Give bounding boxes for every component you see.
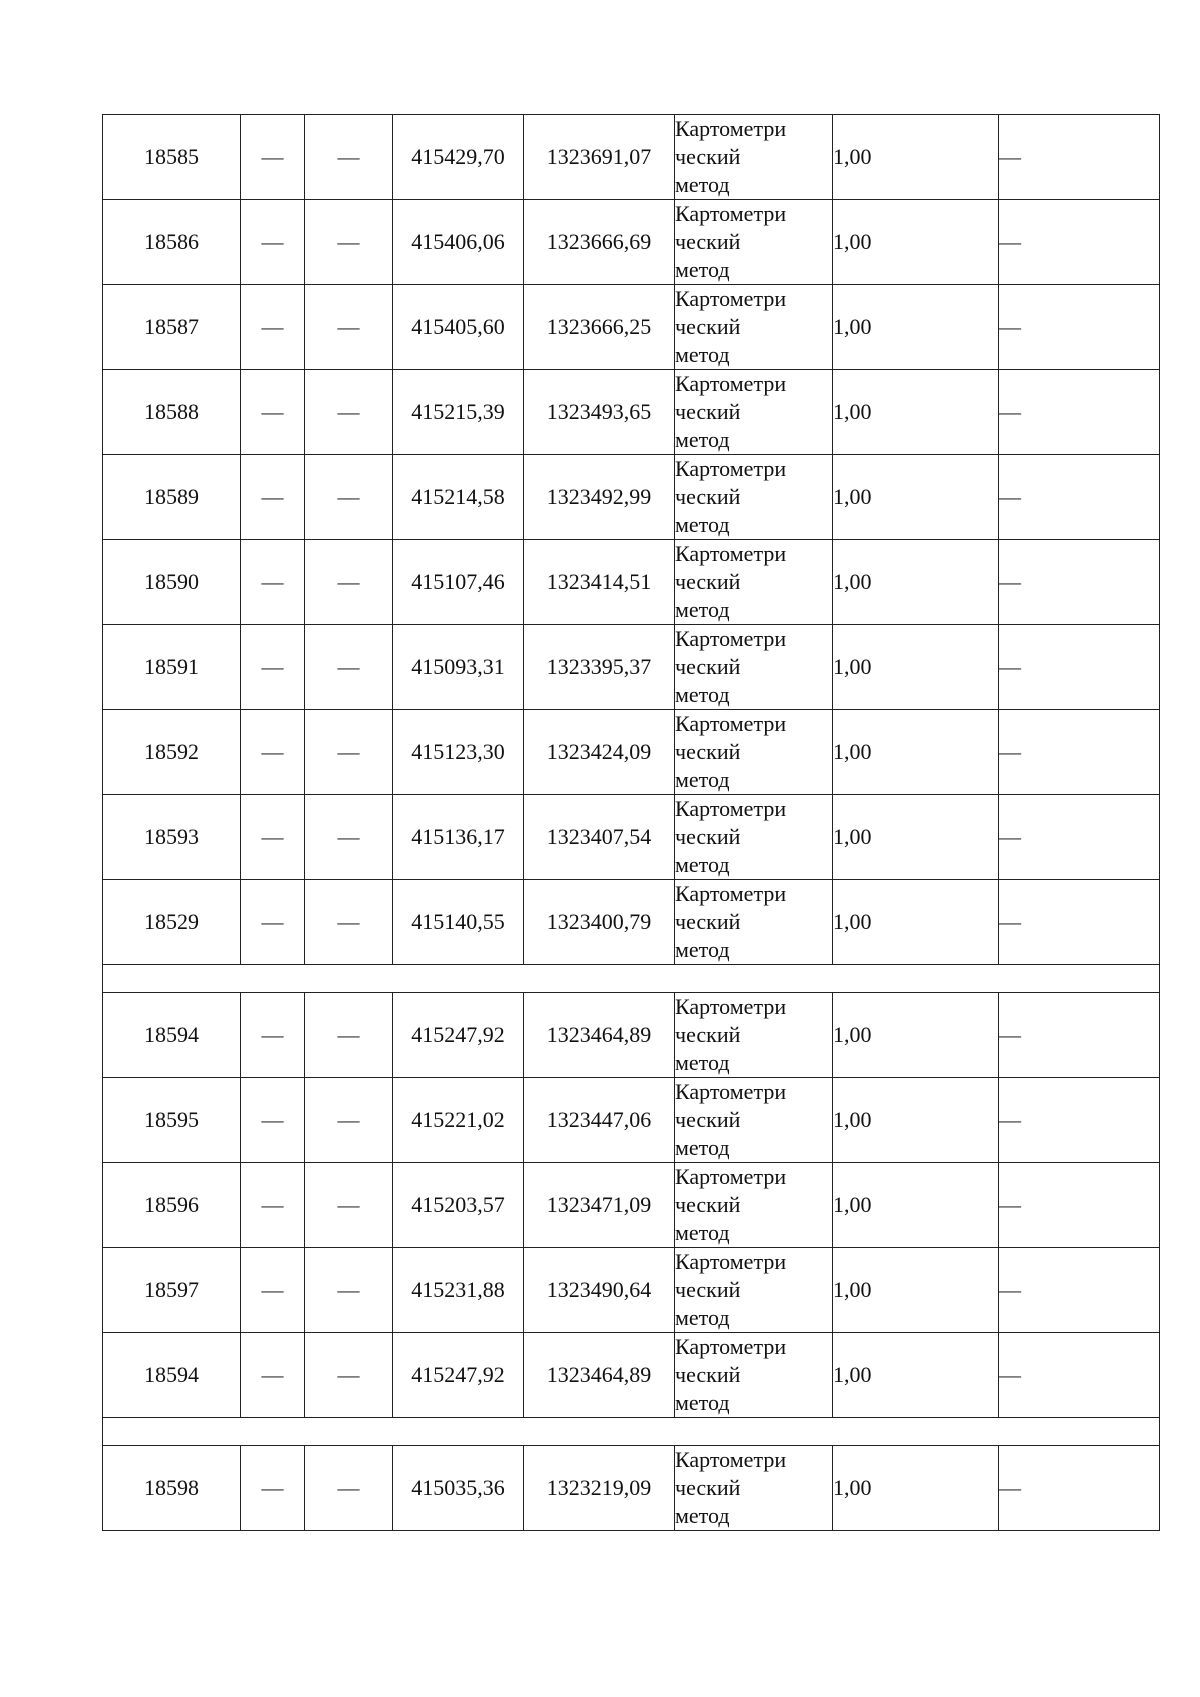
old-x-cell: — xyxy=(241,625,305,710)
precision-cell: 1,00 xyxy=(833,1333,999,1418)
y-coordinate-cell: 1323464,89 xyxy=(524,993,675,1078)
method-text-line: ческий xyxy=(675,1362,741,1387)
description-cell: — xyxy=(999,1248,1160,1333)
method-cell xyxy=(675,1333,833,1418)
table-row xyxy=(103,540,1160,625)
precision-cell: 1,00 xyxy=(833,455,999,540)
x-coordinate-cell: 415203,57 xyxy=(393,1163,524,1248)
y-coordinate-cell: 1323395,37 xyxy=(524,625,675,710)
contour-separator-row xyxy=(103,1418,1160,1446)
method-cell xyxy=(675,1163,833,1248)
y-coordinate-cell: 1323424,09 xyxy=(524,710,675,795)
method-text-line: Картометри xyxy=(675,286,787,311)
table-row xyxy=(103,625,1160,710)
x-coordinate-cell: 415093,31 xyxy=(393,625,524,710)
separator-cell xyxy=(103,965,1160,993)
precision-cell: 1,00 xyxy=(833,795,999,880)
point-number-cell: 18587 xyxy=(103,285,241,370)
description-cell: — xyxy=(999,625,1160,710)
method-text-line: ческий xyxy=(675,1475,741,1500)
method-text-line: метод xyxy=(675,342,730,367)
method-cell xyxy=(675,455,833,540)
description-cell: — xyxy=(999,540,1160,625)
method-text-line: ческий xyxy=(675,399,741,424)
method-text-line: ческий xyxy=(675,314,741,339)
old-y-cell: — xyxy=(305,200,393,285)
table-row xyxy=(103,1078,1160,1163)
description-cell: — xyxy=(999,795,1160,880)
table-row xyxy=(103,115,1160,200)
method-text-line: метод xyxy=(675,512,730,537)
method-text-line: Картометри xyxy=(675,541,787,566)
precision-cell: 1,00 xyxy=(833,710,999,795)
old-x-cell: — xyxy=(241,795,305,880)
method-cell xyxy=(675,115,833,200)
y-coordinate-cell: 1323414,51 xyxy=(524,540,675,625)
y-coordinate-cell: 1323400,79 xyxy=(524,880,675,965)
description-cell: — xyxy=(999,200,1160,285)
method-text-line: ческий xyxy=(675,1277,741,1302)
x-coordinate-cell: 415406,06 xyxy=(393,200,524,285)
method-text-line: ческий xyxy=(675,1107,741,1132)
method-text-line: Картометри xyxy=(675,116,787,141)
precision-cell: 1,00 xyxy=(833,880,999,965)
method-text-line: ческий xyxy=(675,229,741,254)
table-row xyxy=(103,795,1160,880)
method-text-line: метод xyxy=(675,937,730,962)
old-y-cell: — xyxy=(305,1163,393,1248)
table-row xyxy=(103,200,1160,285)
method-cell xyxy=(675,993,833,1078)
method-text-line: Картометри xyxy=(675,1164,787,1189)
method-text-line: метод xyxy=(675,1220,730,1245)
point-number-cell: 18593 xyxy=(103,795,241,880)
description-cell: — xyxy=(999,993,1160,1078)
precision-cell: 1,00 xyxy=(833,115,999,200)
precision-cell: 1,00 xyxy=(833,370,999,455)
x-coordinate-cell: 415123,30 xyxy=(393,710,524,795)
description-cell: — xyxy=(999,1333,1160,1418)
old-y-cell: — xyxy=(305,370,393,455)
x-coordinate-cell: 415107,46 xyxy=(393,540,524,625)
description-cell: — xyxy=(999,1446,1160,1531)
point-number-cell: 18594 xyxy=(103,1333,241,1418)
precision-cell: 1,00 xyxy=(833,540,999,625)
precision-cell: 1,00 xyxy=(833,285,999,370)
y-coordinate-cell: 1323447,06 xyxy=(524,1078,675,1163)
old-x-cell: — xyxy=(241,1446,305,1531)
old-x-cell: — xyxy=(241,1078,305,1163)
point-number-cell: 18589 xyxy=(103,455,241,540)
method-text-line: Картометри xyxy=(675,994,787,1019)
old-x-cell: — xyxy=(241,710,305,795)
method-text-line: Картометри xyxy=(675,1447,787,1472)
precision-cell: 1,00 xyxy=(833,1078,999,1163)
description-cell: — xyxy=(999,1163,1160,1248)
method-text-line: ческий xyxy=(675,1192,741,1217)
y-coordinate-cell: 1323492,99 xyxy=(524,455,675,540)
point-number-cell: 18595 xyxy=(103,1078,241,1163)
old-y-cell: — xyxy=(305,540,393,625)
precision-cell: 1,00 xyxy=(833,993,999,1078)
description-cell: — xyxy=(999,115,1160,200)
method-cell xyxy=(675,285,833,370)
y-coordinate-cell: 1323219,09 xyxy=(524,1446,675,1531)
description-cell: — xyxy=(999,455,1160,540)
method-text-line: Картометри xyxy=(675,201,787,226)
x-coordinate-cell: 415247,92 xyxy=(393,1333,524,1418)
coordinates-table xyxy=(102,114,1160,1531)
point-number-cell: 18586 xyxy=(103,200,241,285)
method-text-line: Картометри xyxy=(675,1249,787,1274)
separator-cell xyxy=(103,1418,1160,1446)
point-number-cell: 18597 xyxy=(103,1248,241,1333)
table-body xyxy=(103,115,1160,1531)
description-cell: — xyxy=(999,1078,1160,1163)
method-text-line: ческий xyxy=(675,739,741,764)
old-x-cell: — xyxy=(241,1163,305,1248)
table-row xyxy=(103,370,1160,455)
point-number-cell: 18592 xyxy=(103,710,241,795)
point-number-cell: 18598 xyxy=(103,1446,241,1531)
old-x-cell: — xyxy=(241,200,305,285)
old-y-cell: — xyxy=(305,1446,393,1531)
method-text-line: метод xyxy=(675,1390,730,1415)
x-coordinate-cell: 415136,17 xyxy=(393,795,524,880)
contour-separator-row xyxy=(103,965,1160,993)
old-y-cell: — xyxy=(305,625,393,710)
table-row xyxy=(103,1248,1160,1333)
old-x-cell: — xyxy=(241,455,305,540)
method-text-line: ческий xyxy=(675,654,741,679)
x-coordinate-cell: 415035,36 xyxy=(393,1446,524,1531)
table-row xyxy=(103,1446,1160,1531)
old-y-cell: — xyxy=(305,1078,393,1163)
old-y-cell: — xyxy=(305,285,393,370)
method-cell xyxy=(675,795,833,880)
method-text-line: метод xyxy=(675,852,730,877)
old-x-cell: — xyxy=(241,540,305,625)
y-coordinate-cell: 1323691,07 xyxy=(524,115,675,200)
precision-cell: 1,00 xyxy=(833,625,999,710)
y-coordinate-cell: 1323490,64 xyxy=(524,1248,675,1333)
precision-cell: 1,00 xyxy=(833,1248,999,1333)
method-text-line: ческий xyxy=(675,909,741,934)
table-row xyxy=(103,993,1160,1078)
method-text-line: ческий xyxy=(675,1022,741,1047)
method-cell xyxy=(675,710,833,795)
y-coordinate-cell: 1323471,09 xyxy=(524,1163,675,1248)
precision-cell: 1,00 xyxy=(833,200,999,285)
method-cell xyxy=(675,540,833,625)
old-x-cell: — xyxy=(241,880,305,965)
method-text-line: Картометри xyxy=(675,371,787,396)
method-text-line: Картометри xyxy=(675,711,787,736)
old-y-cell: — xyxy=(305,115,393,200)
y-coordinate-cell: 1323493,65 xyxy=(524,370,675,455)
description-cell: — xyxy=(999,370,1160,455)
x-coordinate-cell: 415214,58 xyxy=(393,455,524,540)
method-text-line: Картометри xyxy=(675,796,787,821)
old-y-cell: — xyxy=(305,993,393,1078)
point-number-cell: 18594 xyxy=(103,993,241,1078)
old-x-cell: — xyxy=(241,370,305,455)
description-cell: — xyxy=(999,285,1160,370)
point-number-cell: 18590 xyxy=(103,540,241,625)
method-cell xyxy=(675,370,833,455)
method-text-line: метод xyxy=(675,427,730,452)
method-text-line: метод xyxy=(675,1135,730,1160)
precision-cell: 1,00 xyxy=(833,1163,999,1248)
method-text-line: Картометри xyxy=(675,626,787,651)
x-coordinate-cell: 415221,02 xyxy=(393,1078,524,1163)
method-text-line: ческий xyxy=(675,144,741,169)
x-coordinate-cell: 415247,92 xyxy=(393,993,524,1078)
y-coordinate-cell: 1323407,54 xyxy=(524,795,675,880)
x-coordinate-cell: 415405,60 xyxy=(393,285,524,370)
method-text-line: метод xyxy=(675,1050,730,1075)
old-y-cell: — xyxy=(305,1333,393,1418)
description-cell: — xyxy=(999,710,1160,795)
old-x-cell: — xyxy=(241,115,305,200)
old-y-cell: — xyxy=(305,1248,393,1333)
method-cell xyxy=(675,200,833,285)
method-cell xyxy=(675,1446,833,1531)
old-y-cell: — xyxy=(305,455,393,540)
method-text-line: метод xyxy=(675,172,730,197)
x-coordinate-cell: 415215,39 xyxy=(393,370,524,455)
table-row xyxy=(103,1163,1160,1248)
old-x-cell: — xyxy=(241,1248,305,1333)
method-cell xyxy=(675,1248,833,1333)
old-x-cell: — xyxy=(241,285,305,370)
method-text-line: Картометри xyxy=(675,1079,787,1104)
method-text-line: метод xyxy=(675,1503,730,1528)
method-text-line: метод xyxy=(675,597,730,622)
method-text-line: метод xyxy=(675,767,730,792)
method-text-line: ческий xyxy=(675,484,741,509)
x-coordinate-cell: 415140,55 xyxy=(393,880,524,965)
method-cell xyxy=(675,625,833,710)
y-coordinate-cell: 1323464,89 xyxy=(524,1333,675,1418)
method-text-line: Картометри xyxy=(675,1334,787,1359)
method-text-line: Картометри xyxy=(675,456,787,481)
y-coordinate-cell: 1323666,25 xyxy=(524,285,675,370)
table-row xyxy=(103,880,1160,965)
method-text-line: метод xyxy=(675,682,730,707)
table-row xyxy=(103,455,1160,540)
method-text-line: метод xyxy=(675,1305,730,1330)
point-number-cell: 18588 xyxy=(103,370,241,455)
method-cell xyxy=(675,1078,833,1163)
y-coordinate-cell: 1323666,69 xyxy=(524,200,675,285)
table-row xyxy=(103,285,1160,370)
point-number-cell: 18585 xyxy=(103,115,241,200)
old-x-cell: — xyxy=(241,993,305,1078)
x-coordinate-cell: 415429,70 xyxy=(393,115,524,200)
method-text-line: Картометри xyxy=(675,881,787,906)
precision-cell: 1,00 xyxy=(833,1446,999,1531)
table-row xyxy=(103,710,1160,795)
point-number-cell: 18596 xyxy=(103,1163,241,1248)
old-x-cell: — xyxy=(241,1333,305,1418)
method-text-line: ческий xyxy=(675,824,741,849)
description-cell: — xyxy=(999,880,1160,965)
method-cell xyxy=(675,880,833,965)
method-text-line: метод xyxy=(675,257,730,282)
point-number-cell: 18591 xyxy=(103,625,241,710)
point-number-cell: 18529 xyxy=(103,880,241,965)
old-y-cell: — xyxy=(305,880,393,965)
old-y-cell: — xyxy=(305,710,393,795)
method-text-line: ческий xyxy=(675,569,741,594)
old-y-cell: — xyxy=(305,795,393,880)
x-coordinate-cell: 415231,88 xyxy=(393,1248,524,1333)
table-row xyxy=(103,1333,1160,1418)
